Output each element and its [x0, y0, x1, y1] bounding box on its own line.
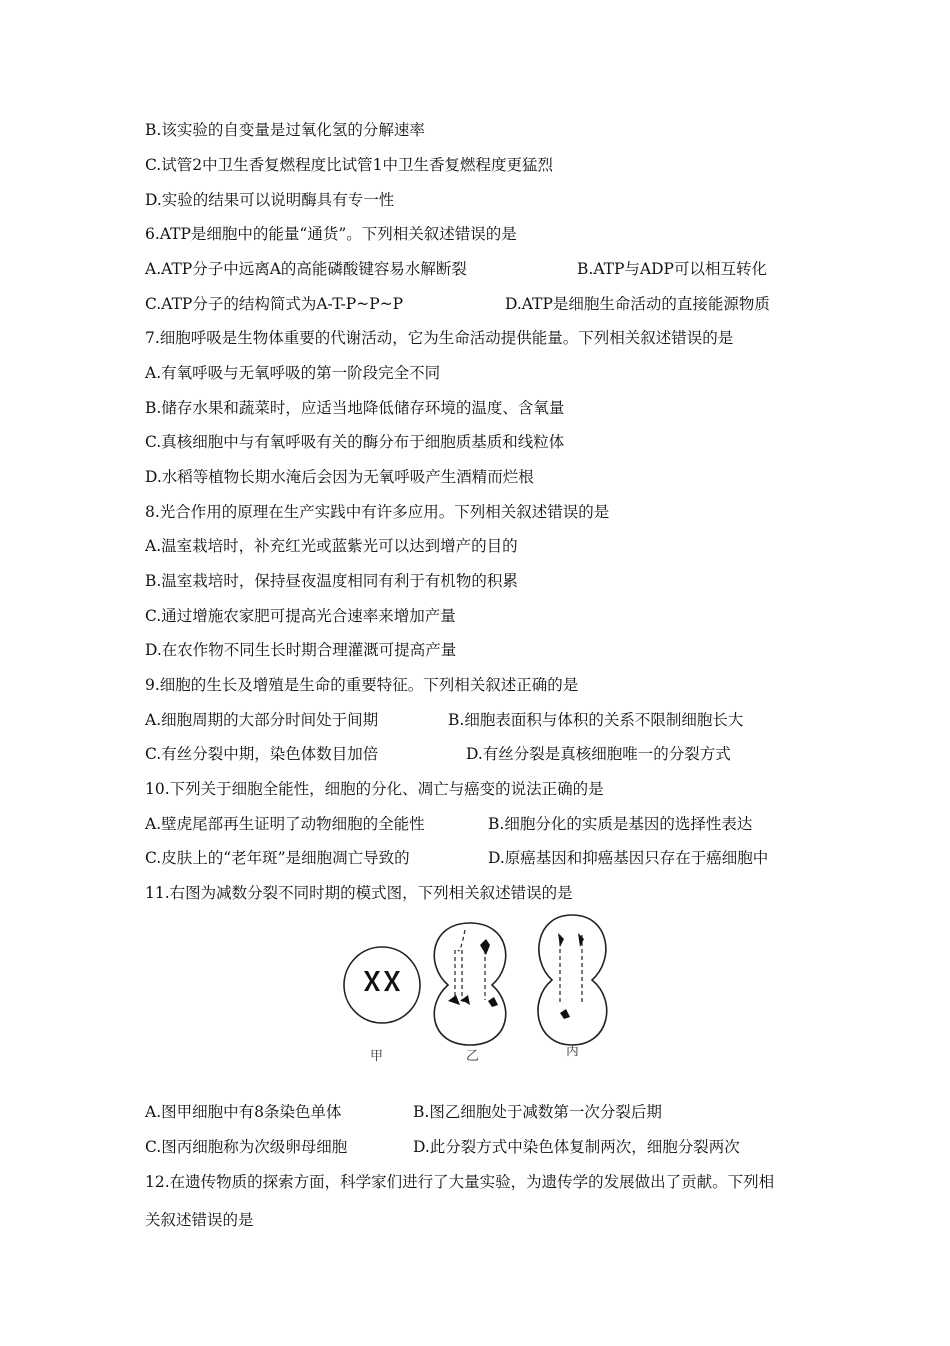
option-5d: D.实验的结果可以说明酶具有专一性 [145, 191, 395, 209]
option-7a: A.有氧呼吸与无氧呼吸的第一阶段完全不同 [145, 364, 441, 382]
option-9a: A.细胞周期的大部分时间处于间期 [145, 711, 379, 729]
option-7d: D.水稻等植物长期水淹后会因为无氧呼吸产生酒精而烂根 [145, 468, 534, 486]
option-5c: C.试管2中卫生香复燃程度比试管1中卫生香复燃程度更猛烈 [145, 156, 553, 174]
option-6a: A.ATP分子中远离A的高能磷酸键容易水解断裂 [145, 260, 467, 278]
option-9b: B.细胞表面积与体积的关系不限制细胞长大 [448, 711, 744, 729]
meiosis-figure [330, 905, 630, 1065]
question-10: 10.下列关于细胞全能性，细胞的分化、凋亡与癌变的说法正确的是 [145, 780, 604, 798]
question-7: 7.细胞呼吸是生物体重要的代谢活动，它为生命活动提供能量。下列相关叙述错误的是 [145, 329, 734, 347]
question-8: 8.光合作用的原理在生产实践中有许多应用。下列相关叙述错误的是 [145, 503, 610, 521]
option-8c: C.通过增施农家肥可提高光合速率来增加产量 [145, 607, 456, 625]
figure-label-jia: 甲 [370, 1049, 384, 1064]
question-11: 11.右图为减数分裂不同时期的模式图，下列相关叙述错误的是 [145, 884, 573, 902]
option-10c: C.皮肤上的“老年斑”是细胞凋亡导致的 [145, 849, 410, 867]
option-8d: D.在农作物不同生长时期合理灌溉可提高产量 [145, 641, 457, 659]
option-11d: D.此分裂方式中染色体复制两次，细胞分裂两次 [413, 1138, 740, 1156]
question-12: 12.在遗传物质的探索方面，科学家们进行了大量实验，为遗传学的发展做出了贡献。下列相 [145, 1173, 775, 1191]
option-7b: B.储存水果和蔬菜时，应适当地降低储存环境的温度、含氧量 [145, 399, 565, 417]
option-6d: D.ATP是细胞生命活动的直接能源物质 [505, 295, 770, 313]
option-8a: A.温室栽培时，补充红光或蓝紫光可以达到增产的目的 [145, 537, 518, 555]
cell-jia [344, 947, 420, 1023]
option-10b: B.细胞分化的实质是基因的选择性表达 [488, 815, 753, 833]
option-11b: B.图乙细胞处于减数第一次分裂后期 [413, 1103, 662, 1121]
cell-bing [538, 915, 607, 1045]
option-7c: C.真核细胞中与有氧呼吸有关的酶分布于细胞质基质和线粒体 [145, 433, 565, 451]
figure-label-yi: 乙 [466, 1049, 480, 1064]
question-12-cont: 关叙述错误的是 [145, 1211, 254, 1229]
option-5b: B.该实验的自变量是过氧化氢的分解速率 [145, 121, 425, 139]
option-6c: C.ATP分子的结构简式为A-T-P~P~P [145, 295, 404, 313]
option-10d: D.原癌基因和抑癌基因只存在于癌细胞中 [488, 849, 769, 867]
figure-label-bing: 丙 [566, 1044, 580, 1059]
option-11a: A.图甲细胞中有8条染色单体 [145, 1103, 342, 1121]
option-6b: B.ATP与ADP可以相互转化 [577, 260, 767, 278]
option-10a: A.壁虎尾部再生证明了动物细胞的全能性 [145, 815, 425, 833]
option-9d: D.有丝分裂是真核细胞唯一的分裂方式 [466, 745, 731, 763]
option-8b: B.温室栽培时，保持昼夜温度相同有利于有机物的积累 [145, 572, 518, 590]
meiosis-diagram [330, 905, 630, 1065]
cell-yi [434, 923, 505, 1045]
option-9c: C.有丝分裂中期，染色体数目加倍 [145, 745, 379, 763]
question-9: 9.细胞的生长及增殖是生命的重要特征。下列相关叙述正确的是 [145, 676, 579, 694]
option-11c: C.图丙细胞称为次级卵母细胞 [145, 1138, 348, 1156]
question-6: 6.ATP是细胞中的能量“通货”。下列相关叙述错误的是 [145, 225, 517, 243]
